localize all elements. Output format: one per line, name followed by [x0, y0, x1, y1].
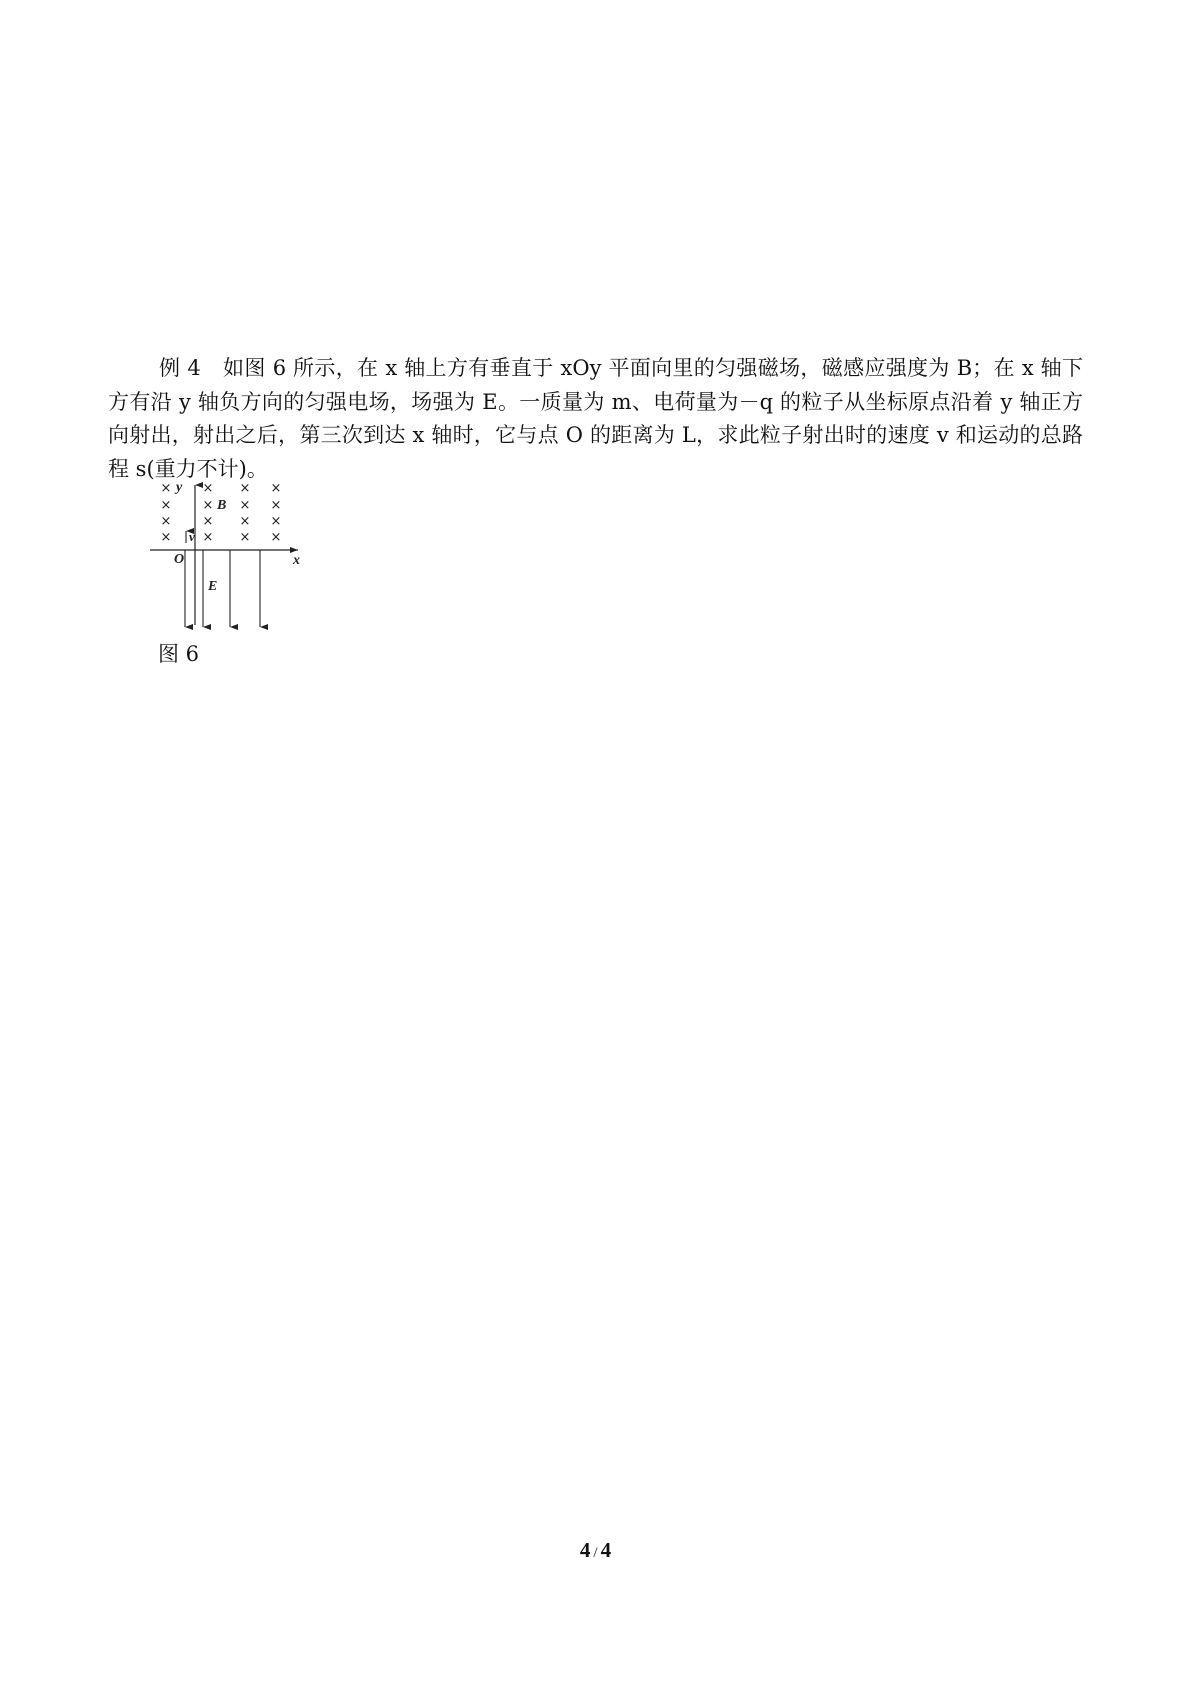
field-cross-mark: ×	[202, 498, 214, 513]
field-cross-mark: ×	[270, 530, 282, 545]
total-pages: 4	[600, 1538, 612, 1562]
field-cross-mark: ×	[270, 498, 282, 513]
magnetic-field-label: B	[217, 498, 227, 513]
field-diagram-svg	[150, 475, 320, 635]
velocity-label: v	[189, 529, 195, 544]
page-separator: /	[593, 1545, 598, 1561]
field-cross-mark: ×	[239, 530, 251, 545]
problem-label: 例 4	[159, 356, 201, 380]
field-cross-mark: ×	[160, 514, 172, 529]
current-page: 4	[579, 1538, 591, 1562]
field-cross-mark: ×	[239, 498, 251, 513]
origin-label: O	[174, 552, 185, 567]
field-cross-mark: ×	[160, 530, 172, 545]
field-cross-mark: ×	[160, 481, 172, 496]
field-cross-mark: ×	[270, 514, 282, 529]
field-cross-mark: ×	[270, 481, 282, 496]
problem-text: 如图 6 所示，在 x 轴上方有垂直于 xOy 平面向里的匀强磁场，磁感应强度为 B；在 x 轴下方有沿 y 轴负方向的匀强电场，场强为 E。一质量为 m、电荷量为－q 的粒子从坐标原点沿着 y 轴正方向射出，射出之后，第三次到达 x 轴时，它与点 O 的距离为 L，求此粒子射出时的速度 v 和运动的总路程 s(重力不计)。	[108, 356, 1083, 481]
field-diagram	[150, 475, 320, 635]
electric-field-label: E	[208, 579, 218, 594]
page-number	[0, 1538, 1191, 1563]
field-cross-mark: ×	[239, 481, 251, 496]
figure-caption: 图 6	[158, 642, 200, 666]
y-axis-label: y	[176, 480, 183, 495]
field-cross-mark: ×	[239, 514, 251, 529]
x-axis-label: x	[293, 553, 300, 568]
field-cross-mark: ×	[202, 530, 214, 545]
field-cross-mark: ×	[202, 481, 214, 496]
problem-paragraph	[108, 352, 1083, 486]
field-cross-mark: ×	[202, 514, 214, 529]
field-cross-mark: ×	[160, 498, 172, 513]
problem-statement	[108, 352, 1083, 486]
